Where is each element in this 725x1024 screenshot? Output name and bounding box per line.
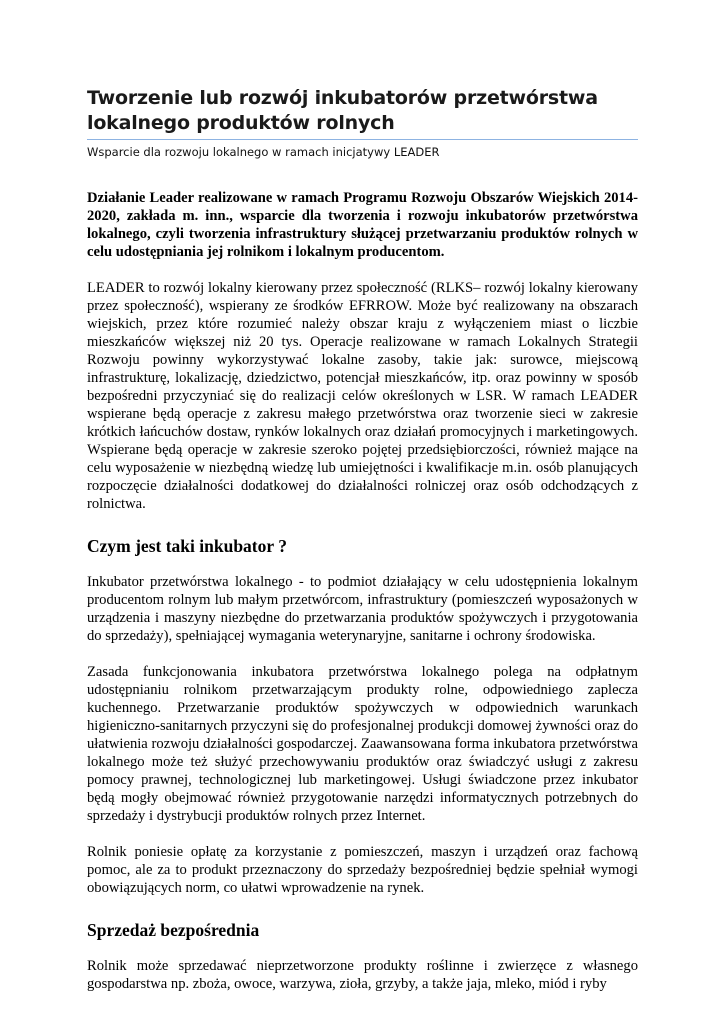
section1-paragraph-1: Inkubator przetwórstwa lokalnego - to podmiot działający w celu udostępnienia lokalnym producentom rolnym lub małym przetwórcom, infrastruktury (pomieszczeń wyposażonych w urządzenia i maszyny niezbędne do przetwarzania produktów spożywczych i przygotowania do sprzedaży), spełniającej wymagania weterynaryjne, sanitarne i ochrony środowiska. (87, 574, 638, 644)
document-title: Tworzenie lub rozwój inkubatorów przetwórstwa lokalnego produktów rolnych (87, 87, 598, 134)
section1-paragraph-2: Zasada funkcjonowania inkubatora przetwórstwa lokalnego polega na odpłatnym udostępnianiu rolnikom przetwarzającym produkty rolne, odpowiedniego zaplecza kuchennego. Przetwarzanie produktów spożywczych w odpowiednich warunkach higieniczno-sanitarnych przyczyni się do profesjonalnej produkcji domowej żywności oraz do ułatwienia rozwoju działalności gospodarczej. Zaawansowana forma inkubatora przetwórstwa lokalnego może też służyć przechowywaniu produktów oraz świadczyć usługi z zakresu pomocy prawnej, technologicznej lub marketingowej. Usługi świadczone przez inkubator będą mogły obejmować również przygotowanie narzędzi informatycznych potrzebnych do sprzedaży i dystrybucji produktów rolnych przez Internet. (87, 664, 638, 824)
intro-paragraph: LEADER to rozwój lokalny kierowany przez społeczność (RLKS– rozwój lokalny kierowany przez społeczność), wspierany ze środków EFRROW. Może być realizowany na obszarach wiejskich, przez które rozumieć należy obszar kraju z wyłączeniem miast o liczbie mieszkańców większej niż 20 tys. Operacje realizowane w ramach Lokalnych Strategii Rozwoju powinny wykorzystywać lokalne zasoby, takie jak: surowce, miejscową infrastrukturę, lokalizację, dziedzictwo, potencjał mieszkańców, itp. oraz powinny w sposób bezpośredni przyczyniać się do realizacji celów określonych w LSR. W ramach LEADER wspierane będą operacje z zakresu małego przetwórstwa oraz tworzenie sieci w zakresie krótkich łańcuchów dostaw, rynków lokalnych oraz działań promocyjnych i marketingowych. Wspierane będą operacje w zakresie szeroko pojętej przedsiębiorczości, również mające na celu wyposażenie w niezbędną wiedzę lub umiejętności i kwalifikacje m.in. osób planujących rozpoczęcie działalności dodatkowej do działalności rolniczej oraz osób odchodzących z rolnictwa. (87, 280, 638, 512)
document-subtitle: Wsparcie dla rozwoju lokalnego w ramach inicjatywy LEADER (87, 145, 440, 159)
lead-paragraph: Działanie Leader realizowane w ramach Programu Rozwoju Obszarów Wiejskich 2014-2020, zakłada m. inn., wsparcie dla tworzenia i rozwoju inkubatorów przetwórstwa lokalnego, czyli tworzenia infrastruktury służącej przetwarzaniu produktów rolnych w celu udostępniania jej rolnikom i lokalnym producentom. (87, 190, 638, 260)
document-page (87, 86, 638, 993)
section-heading-inkubator: Czym jest taki inkubator ? (87, 536, 287, 556)
section2-paragraph-1: Rolnik może sprzedawać nieprzetworzone produkty roślinne i zwierzęce z własnego gospodarstwa np. zboża, owoce, warzywa, zioła, grzyby, a także jaja, mleko, miód i ryby (87, 958, 638, 992)
section-heading-sprzedaz: Sprzedaż bezpośrednia (87, 920, 260, 940)
title-underline (87, 139, 638, 140)
section1-paragraph-3: Rolnik poniesie opłatę za korzystanie z pomieszczeń, maszyn i urządzeń oraz fachową pomoc, ale za to produkt przeznaczony do sprzedaży bezpośredniej będzie spełniał wymogi obowiązujących norm, co ułatwi wprowadzenie na rynek. (87, 844, 638, 896)
